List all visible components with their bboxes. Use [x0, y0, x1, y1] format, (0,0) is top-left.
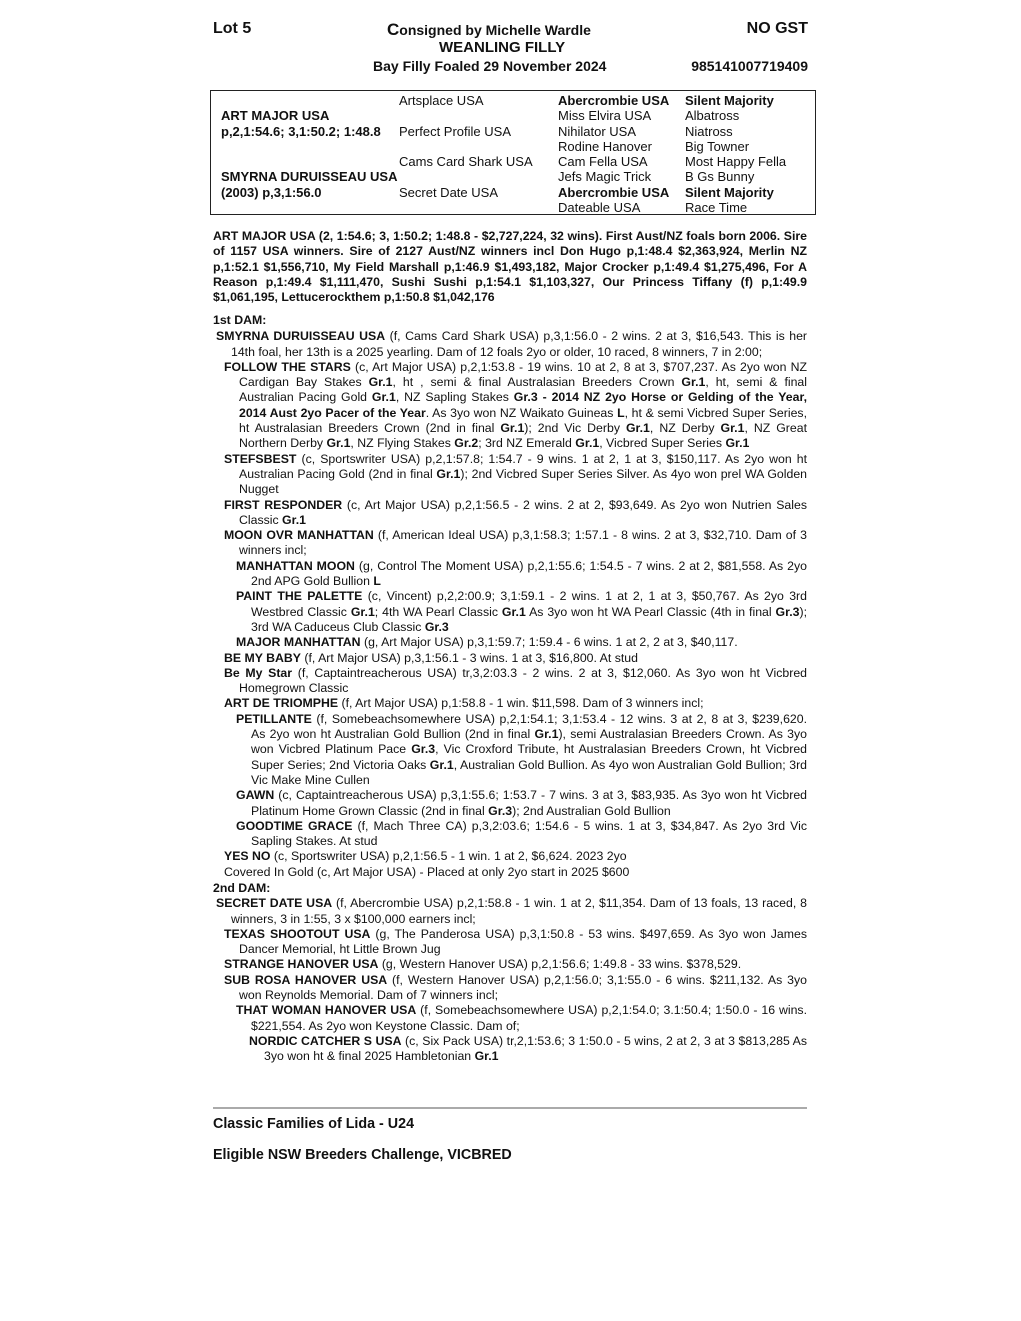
horse-name: MOON OVR MANHATTAN	[224, 528, 374, 543]
pedigree-g4-8: Race Time	[685, 200, 748, 215]
microchip-number: 985141007719409	[691, 58, 808, 74]
horse-name: SUB ROSA HANOVER USA	[224, 972, 388, 987]
horse-name: YES NO	[224, 849, 271, 864]
horse-record: (f, Art Major USA) p,1:58.8 - 1 win. $11,598. Dam of 3 winners incl;	[338, 696, 704, 711]
family-entry	[213, 528, 807, 559]
horse-record: (f, Captaintreacherous USA) tr,3,2:03.3 - 2 wins. 2 at 3, $12,060. As 3yo won ht Vicbred Homegrown Classic	[239, 665, 807, 696]
family-entry	[213, 559, 807, 590]
family-entry	[213, 712, 807, 788]
family-entry	[213, 651, 807, 666]
second-dam-heading: 2nd DAM:	[213, 880, 271, 895]
horse-name: GAWN	[236, 788, 275, 803]
horse-record: (f, Abercrombie USA) p,2,1:58.8 - 1 win. 1 at 2, $11,354. Dam of 13 foals, 13 raced, 8 winners, 3 in 1:55, 3 x $100,000 earners incl;	[231, 896, 807, 926]
horse-name: NORDIC CATCHER S USA	[249, 1033, 402, 1048]
pedigree-table	[210, 90, 816, 215]
pedigree-g4-2: Albatross	[685, 108, 740, 123]
lot-number: Lot 5	[213, 20, 252, 37]
horse-name: GOODTIME GRACE	[236, 818, 353, 833]
pedigree-g3-3: Nihilator USA	[558, 124, 637, 139]
horse-name: FIRST RESPONDER	[224, 497, 343, 512]
horse-name: STEFSBEST	[224, 451, 297, 466]
horse-record: (g, Western Hanover USA) p,2,1:56.6; 1:49.8 - 33 wins. $378,529.	[378, 957, 742, 972]
consignor-initial: C	[387, 20, 400, 39]
horse-name: FOLLOW THE STARS	[224, 359, 351, 374]
pedigree-g4-1: Silent Majority	[685, 93, 774, 108]
pedigree-g4-4: Big Towner	[685, 139, 750, 154]
pedigree-g4-5: Most Happy Fella	[685, 154, 787, 169]
horse-name: SECRET DATE USA	[216, 896, 333, 911]
horse-record: (c, Captaintreacherous USA) p,3,1:55.6; 1:53.7 - 7 wins. 3 at 3, $83,935. As 3yo won ht Vicbred Platinum Home Grown Classic (2nd in final Gr.3); 2nd Australian Gold Bullion	[251, 788, 807, 818]
family-entry	[213, 957, 807, 972]
pedigree-g3-6: Jefs Magic Trick	[558, 169, 652, 184]
pedigree-g3-5: Cam Fella USA	[558, 154, 648, 169]
family-entry	[213, 788, 807, 819]
horse-record: (f, American Ideal USA) p,3,1:58.3; 1:57.1 - 8 wins. 2 at 3, $32,710. Dam of 3 winners incl;	[239, 528, 807, 558]
pedigree-sire-record: p,2,1:54.6; 3,1:50.2; 1:48.8	[221, 124, 381, 139]
pedigree-g3-4: Rodine Hanover	[558, 139, 652, 154]
family-entry	[213, 1003, 807, 1034]
horse-record: (f, Cams Card Shark USA) p,3,1:56.0 - 2 wins. 2 at 3, $16,543. This is her 14th foal, her 13th is a 2025 yearling. Dam of 12 foals 2yo or older, 10 raced, 8 winners, 7 in 2:00;	[231, 329, 807, 359]
horse-name: TEXAS SHOOTOUT USA	[224, 926, 371, 941]
horse-record: (c, Sportswriter USA) p,2,1:57.8; 1:54.7 - 9 wins. 1 at 2, 1 at 3, $150,117. As 2yo won ht Australian Pacing Gold (2nd in final Gr.1); 2nd Vicbred Super Series Silver. As 4yo won prel WA Golden Nugget	[239, 451, 808, 497]
pedigree-sire-dam: Perfect Profile USA	[399, 124, 511, 139]
horse-name: SMYRNA DURUISSEAU USA	[216, 329, 386, 344]
horse-name: PAINT THE PALETTE	[236, 589, 363, 604]
family-entry	[213, 696, 807, 711]
pedigree-g3-7: Abercrombie USA	[558, 185, 670, 200]
pedigree-g4-6: B Gs Bunny	[685, 169, 755, 184]
section-divider	[213, 1107, 807, 1109]
first-dam-list	[213, 329, 807, 880]
horse-name: BE MY BABY	[224, 650, 301, 665]
horse-name: PETILLANTE	[236, 711, 312, 726]
horse-record: (f, Somebeachsomewhere USA) p,2,1:54.0; 3.1:50.4; 1:50.0 - 16 wins. $221,554. As 2yo won Keystone Classic. Dam of;	[251, 1003, 807, 1033]
horse-record: (g, Art Major USA) p,3,1:59.7; 1:59.4 - 6 wins. 1 at 2, 2 at 3, $40,117.	[360, 635, 738, 650]
pedigree-g3-1: Abercrombie USA	[558, 93, 670, 108]
family-details	[213, 313, 807, 1065]
consignor	[387, 20, 591, 40]
eligibility: Eligible NSW Breeders Challenge, VICBRED	[213, 1147, 512, 1163]
horse-record: (c, Art Major USA) - Placed at only 2yo start in 2025 $600	[313, 864, 630, 879]
horse-record: (f, Mach Three CA) p,3,2:03.6; 1:54.6 - 5 wins. 1 at 3, $34,847. As 2yo 3rd Vic Sapling Stakes. At stud	[251, 818, 807, 849]
horse-record: (f, Art Major USA) p,3,1:56.1 - 3 wins. 1 at 3, $16,800. At stud	[300, 650, 638, 665]
horse-record: (c, Sportswriter USA) p,2,1:56.5 - 1 win. 1 at 2, $6,624. 2023 2yo	[270, 849, 627, 864]
horse-record: (g, The Panderosa USA) p,3,1:50.8 - 53 wins. $497,659. As 3yo won James Dancer Memorial, ht Little Brown Jug	[239, 926, 807, 957]
family-entry	[213, 927, 807, 958]
family-entry	[213, 329, 807, 360]
family-entry	[213, 865, 807, 880]
horse-record: (c, Six Pack USA) tr,2,1:53.6; 3 1:50.0 - 5 wins, 2 at 2, 3 at 3 $813,285 As 3yo won ht & final 2025 Hambletonian Gr.1	[264, 1033, 807, 1064]
gst-status: NO GST	[746, 20, 808, 37]
pedigree-sire-sire: Artsplace USA	[399, 93, 484, 108]
horse-name: Be My Star	[224, 665, 293, 680]
horse-name: Covered In Gold	[224, 864, 314, 879]
family-entry	[213, 1034, 807, 1065]
pedigree-dam-dam: Secret Date USA	[399, 185, 498, 200]
horse-name: THAT WOMAN HANOVER USA	[236, 1003, 417, 1018]
foaling-details: Bay Filly Foaled 29 November 2024	[373, 58, 607, 74]
family-entry	[213, 896, 807, 927]
horse-name: ART DE TRIOMPHE	[224, 696, 339, 711]
horse-name: STRANGE HANOVER USA	[224, 957, 379, 972]
first-dam-heading: 1st DAM:	[213, 313, 267, 327]
second-dam-list	[213, 896, 807, 1064]
family-entry	[213, 849, 807, 864]
pedigree-dam: SMYRNA DURUISSEAU USA	[221, 169, 398, 184]
family-entry	[213, 973, 807, 1004]
horse-record: (c, Art Major USA) p,2,1:53.8 - 19 wins. 10 at 2, 8 at 3, $707,237. As 2yo won NZ Cardigan Bay Stakes Gr.1, ht , semi & final Australasian Breeders Crown Gr.1, ht, semi & final Australian Pacing Gold Gr.1, NZ Sapling Stakes Gr.3 - 2014 NZ 2yo Horse or Gelding of the Year, 2014 Aust 2yo Pacer of the Year. As 3yo won NZ Waikato Guineas L, ht & semi Vicbred Super Series, ht Australasian Breeders Crown (2nd in final Gr.1); 2nd Vic Derby Gr.1, NZ Derby Gr.1, NZ Great Northern Derby Gr.1, NZ Flying Stakes Gr.2; 3rd NZ Emerald Gr.1, Vicbred Super Series Gr.1	[239, 359, 808, 451]
family-entry	[213, 452, 807, 498]
consignor-text: onsigned by Michelle Wardle	[399, 22, 591, 38]
family-entry	[213, 498, 807, 529]
family-entry	[213, 819, 807, 850]
pedigree-g4-7: Silent Majority	[685, 185, 774, 200]
horse-name: MAJOR MANHATTAN	[236, 635, 361, 650]
pedigree-g3-2: Miss Elvira USA	[558, 108, 652, 123]
pedigree-dam-record: (2003) p,3,1:56.0	[221, 185, 322, 200]
pedigree-dam-sire: Cams Card Shark USA	[399, 154, 533, 169]
family-classification: Classic Families of Lida - U24	[213, 1116, 415, 1132]
sire-summary: ART MAJOR USA (2, 1:54.6; 3, 1:50.2; 1:48.8 - $2,727,224, 32 wins). First Aust/NZ foals born 2006. Sire of 1157 USA winners. Sire of 2127 Aust/NZ winners incl Don Hugo p,1:48.4 $2,363,924, Merlin NZ p,1:52.1 $1,556,710, My Field Marshall p,1:46.9 $1,493,182, Major Crocker p,1:49.4 $1,275,496, For A Reason p,1:49.4 $1,111,470, Sushi Sushi p,1:54.1 $1,103,327, Our Princess Tiffany (f) p,1:49.9 $1,061,195, Lettucerockthem p,1:50.8 $1,042,176	[213, 229, 807, 305]
horse-record: (f, Somebeachsomewhere USA) p,2,1:54.1; 3,1:53.4 - 12 wins. 3 at 2, 8 at 3, $239,620. As 2yo won ht Australian Gold Bullion (2nd in final Gr.1), semi Australasian Breeders Crown. As 3yo won Vicbred Platinum Pace Gr.3, Vic Croxford Tribute, ht Australasian Breeders Crown, ht Vicbred Super Series; 2nd Victoria Oaks Gr.1, Australian Gold Bullion. As 4yo won Australian Gold Bullion; 3rd Vic Make Mine Cullen	[251, 711, 808, 787]
family-entry	[213, 589, 807, 635]
horse-name: MANHATTAN MOON	[236, 558, 355, 573]
pedigree-sire: ART MAJOR USA	[221, 108, 330, 123]
lot-type: WEANLING FILLY	[439, 39, 566, 56]
family-entry	[213, 360, 807, 452]
horse-record: (g, Control The Moment USA) p,2,1:55.6; 1:54.5 - 7 wins. 2 at 2, $81,558. As 2yo 2nd APG Gold Bullion L	[251, 558, 807, 589]
pedigree-g4-3: Niatross	[685, 124, 733, 139]
horse-record: (f, Western Hanover USA) p,2,1:56.0; 3,1:55.0 - 6 wins. $211,132. As 3yo won Reynolds Memorial. Dam of 7 winners incl;	[239, 972, 807, 1003]
pedigree-g3-8: Dateable USA	[558, 200, 641, 215]
horse-record: (c, Art Major USA) p,2,1:56.5 - 2 wins. 2 at 2, $93,649. As 2yo won Nutrien Sales Classic Gr.1	[239, 497, 807, 527]
family-entry	[213, 635, 807, 650]
horse-record: (c, Vincent) p,2,2:00.9; 3,1:59.1 - 2 wins. 1 at 2, 1 at 3, $50,767. As 2yo 3rd Westbred Classic Gr.1; 4th WA Pearl Classic Gr.1 As 3yo won ht WA Pearl Classic (4th in final Gr.3); 3rd WA Caduceus Club Classic Gr.3	[251, 589, 807, 634]
family-entry	[213, 666, 807, 697]
